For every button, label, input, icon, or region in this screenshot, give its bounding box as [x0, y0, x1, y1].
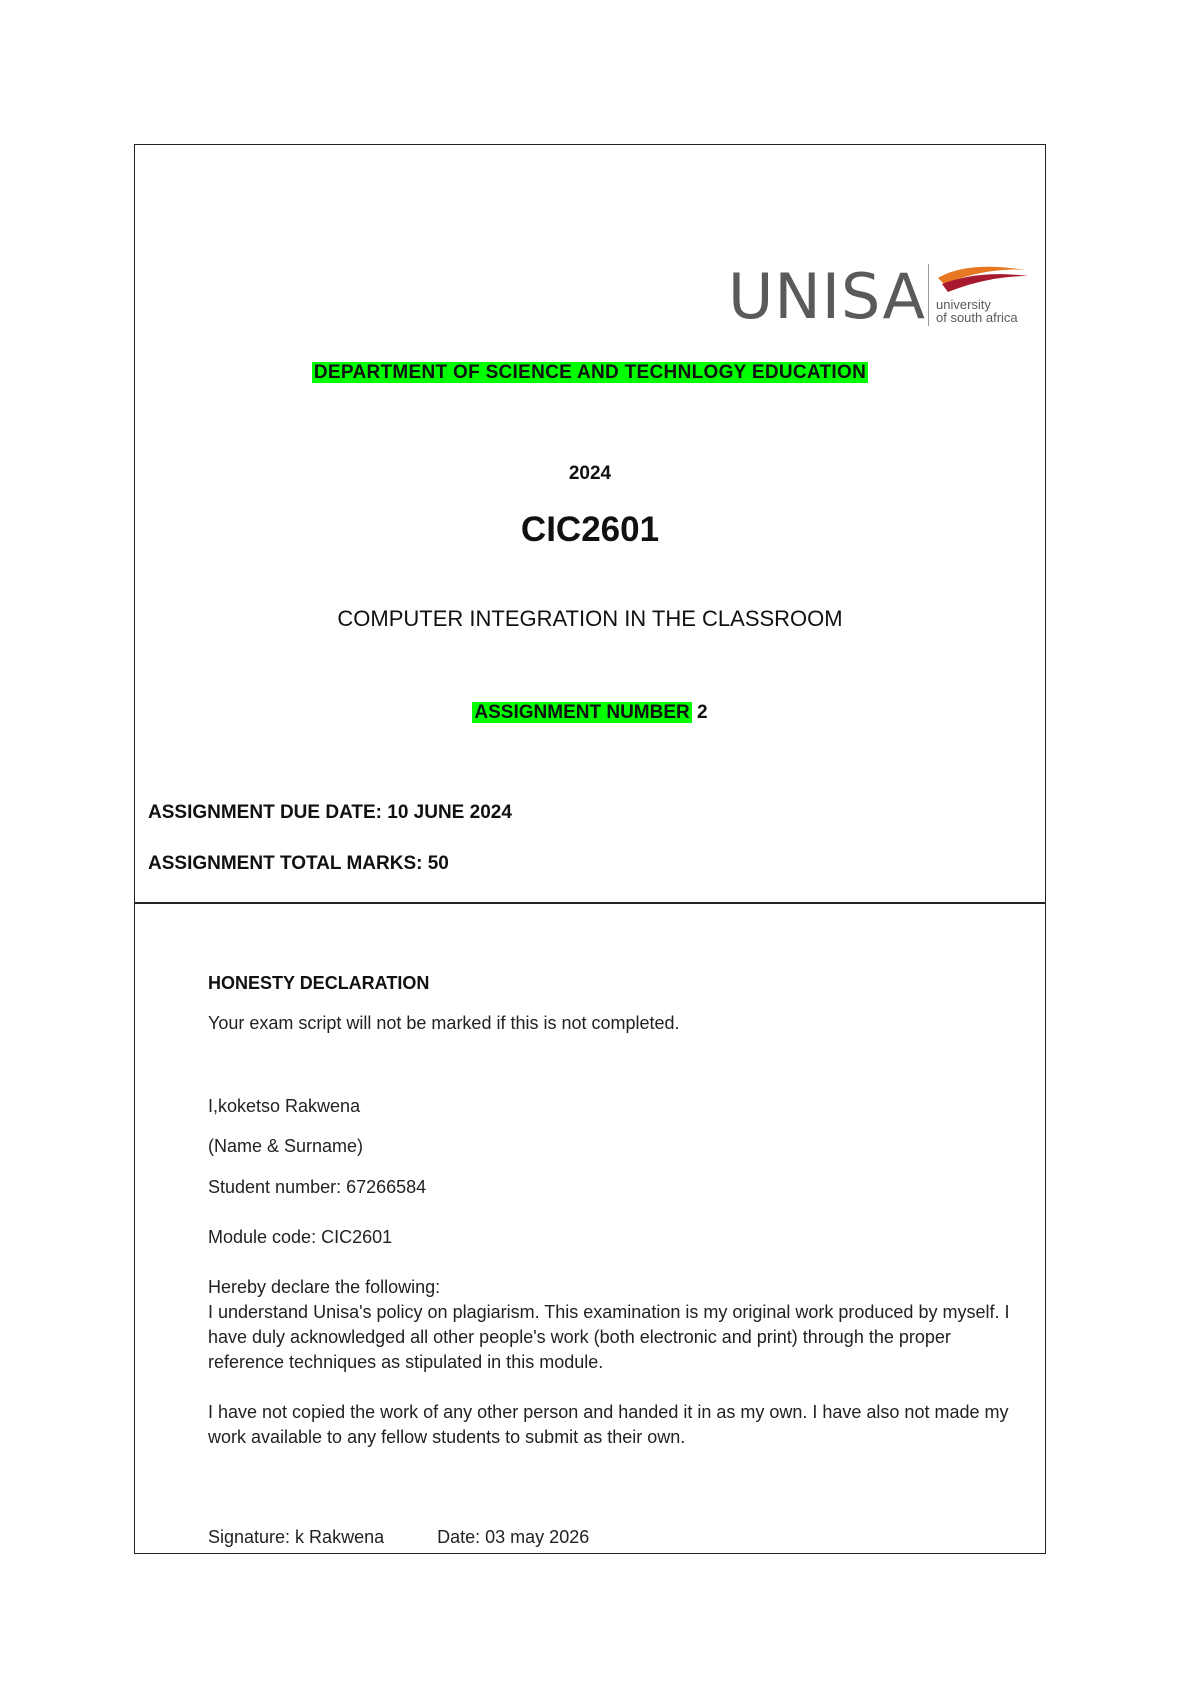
year: 2024: [568, 463, 612, 484]
assignment-number: 2: [697, 702, 708, 723]
section-divider: [134, 902, 1046, 904]
name-surname-label: (Name & Surname): [208, 1136, 364, 1156]
assignment-label: ASSIGNMENT NUMBER: [474, 702, 690, 723]
department-heading: [134, 362, 1046, 384]
assignment-number-line: [134, 702, 1046, 724]
department-text: DEPARTMENT OF SCIENCE AND TECHNLOGY EDUCATION: [313, 362, 867, 383]
module-code: CIC2601: [520, 510, 660, 549]
declaration-paragraph-2: I have not copied the work of any other person and handed it in as my own. I have also not made my work available to any fellow students to submit as their own.: [208, 1402, 1009, 1447]
logo-subtitle-line1: university: [936, 297, 991, 312]
student-number: Student number: 67266584: [208, 1177, 427, 1197]
signature-date: Date: 03 may 2026: [437, 1527, 590, 1547]
logo-subtitle: [936, 298, 1018, 324]
declaration-module-code: Module code: CIC2601: [208, 1227, 393, 1247]
logo-wordmark: UNISA: [728, 260, 926, 333]
signature-line: [208, 1525, 1028, 1550]
due-date: ASSIGNMENT DUE DATE: 10 JUNE 2024: [148, 802, 512, 823]
declarant-name: I,koketso Rakwena: [208, 1096, 361, 1116]
declaration-note: Your exam script will not be marked if this is not completed.: [208, 1013, 680, 1033]
total-marks: ASSIGNMENT TOTAL MARKS: 50: [148, 853, 449, 874]
hereby-declare: Hereby declare the following:: [208, 1277, 441, 1297]
logo-separator: [928, 264, 929, 326]
logo-subtitle-line2: of south africa: [936, 310, 1018, 325]
module-title: COMPUTER INTEGRATION IN THE CLASSROOM: [337, 606, 843, 631]
swoosh-icon: [934, 262, 1034, 296]
unisa-logo: [728, 262, 1028, 332]
signature: Signature: k Rakwena: [208, 1527, 385, 1547]
declaration-paragraph-1: I understand Unisa's policy on plagiarism. This examination is my original work produced by myself. I have duly acknowledged all other people's work (both electronic and print) through the proper reference techniques as stipulated in this module.: [208, 1302, 1010, 1372]
declaration-heading: HONESTY DECLARATION: [208, 973, 430, 993]
